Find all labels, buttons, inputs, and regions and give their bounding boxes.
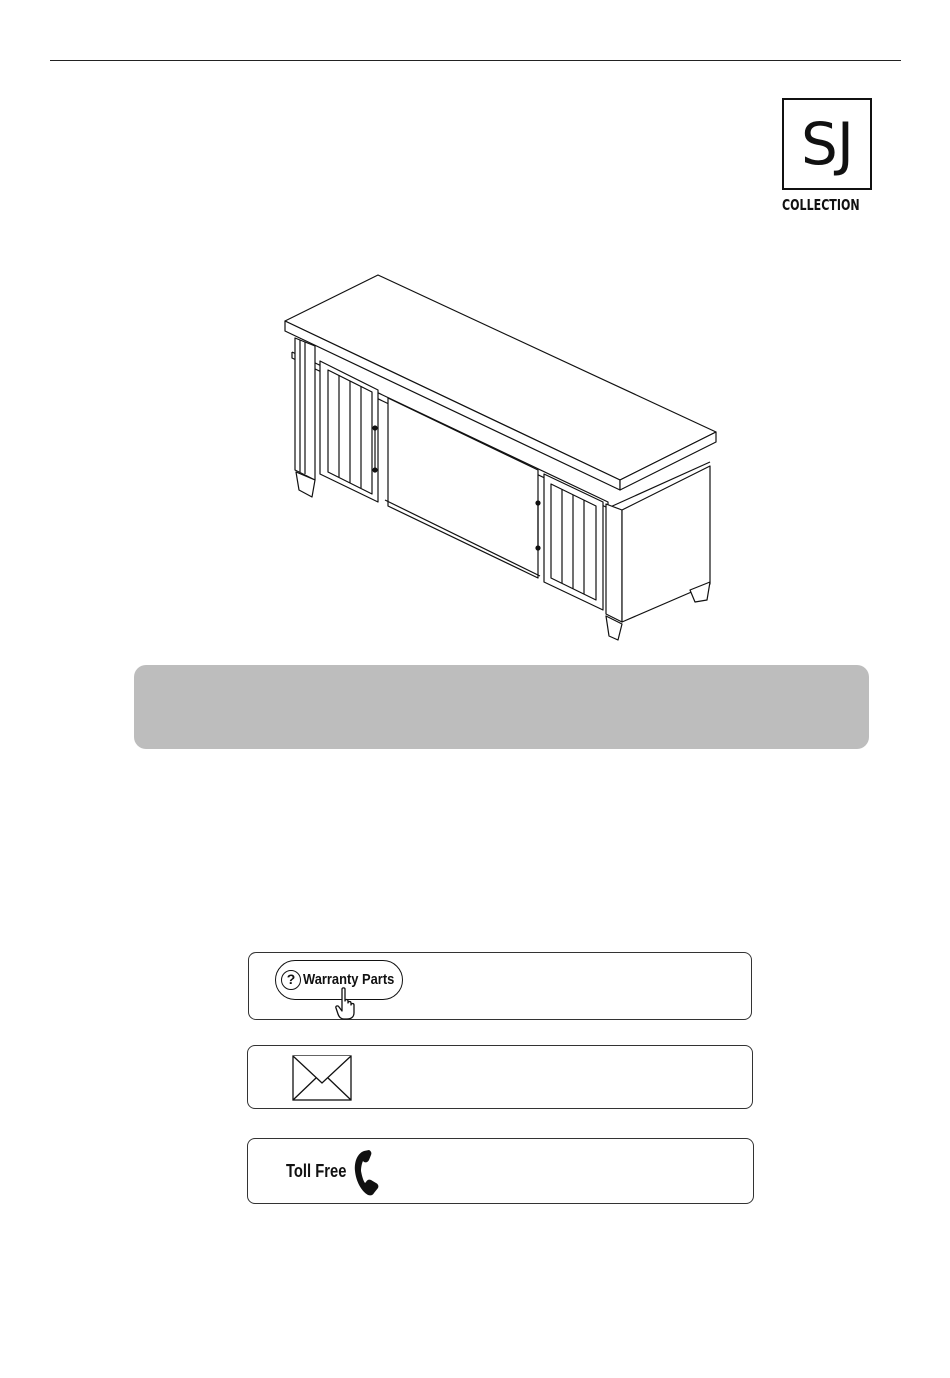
pointer-hand-icon [335, 987, 357, 1021]
tv-console-drawing [270, 268, 730, 648]
email-row[interactable] [247, 1045, 753, 1109]
header-rule [50, 60, 901, 61]
question-icon: ? [281, 970, 301, 990]
toll-free-row[interactable] [247, 1138, 754, 1204]
info-banner [134, 665, 869, 749]
warranty-parts-row[interactable] [248, 952, 752, 1020]
logo-mark: SJ [801, 110, 853, 178]
toll-free-label: Toll Free [286, 1161, 347, 1181]
envelope-icon [292, 1055, 352, 1101]
brand-logo [782, 98, 878, 214]
logo-box [782, 98, 872, 190]
phone-icon [352, 1149, 388, 1197]
logo-wordmark: COLLECTION [782, 196, 860, 214]
warranty-parts-label: Warranty Parts [303, 971, 395, 988]
